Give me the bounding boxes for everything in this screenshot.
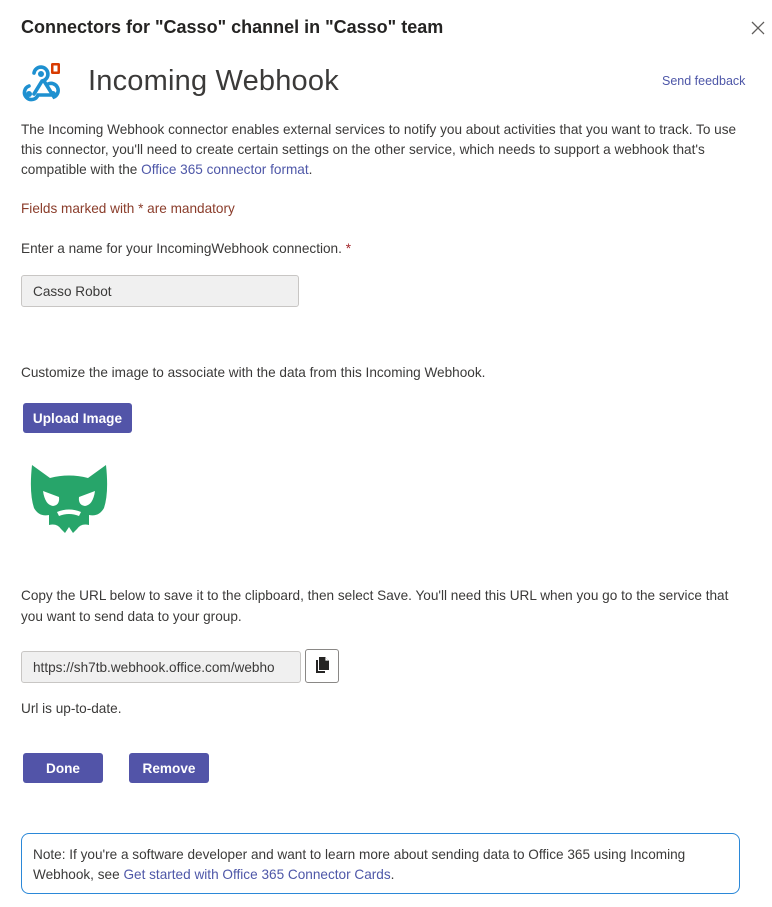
required-marker: * (345, 241, 351, 256)
webhook-url-input[interactable] (21, 651, 301, 683)
mandatory-fields-note: Fields marked with * are mandatory (21, 201, 235, 216)
name-label-text: Enter a name for your IncomingWebhook connection. (21, 241, 342, 256)
description-suffix: . (308, 162, 313, 177)
webhook-icon (20, 62, 62, 104)
close-icon (748, 18, 768, 38)
note-suffix: . (390, 867, 395, 882)
url-section-label: Copy the URL below to save it to the clipboard, then select Save. You'll need this URL when you go to the service that you want to send data to your group. (21, 588, 729, 624)
close-button[interactable] (748, 18, 768, 38)
upload-image-button[interactable]: Upload Image (23, 403, 132, 433)
copy-icon (314, 656, 330, 677)
connector-cards-link[interactable]: Get started with Office 365 Connector Cards (123, 867, 391, 882)
name-field-label (21, 241, 351, 256)
casso-robot-mask-image (29, 463, 109, 537)
office-365-connector-format-link[interactable]: Office 365 connector format (141, 162, 309, 177)
copy-url-button[interactable] (305, 649, 339, 683)
remove-button[interactable]: Remove (129, 753, 209, 783)
dialog-title: Connectors for "Casso" channel in "Casso" team (21, 17, 444, 37)
developer-note (21, 833, 740, 894)
done-button[interactable]: Done (23, 753, 103, 783)
description-text: The Incoming Webhook connector enables external services to notify you about activities that you want to track. To use this connector, you'll need to create certain settings on the other service, which needs to support a webhook that's compatible with the (21, 122, 737, 177)
image-section-label: Customize the image to associate with the data from this Incoming Webhook. (21, 365, 486, 380)
connector-name: Incoming Webhook (88, 65, 339, 97)
url-status-text: Url is up-to-date. (21, 701, 122, 716)
connector-description (21, 120, 746, 180)
connection-name-input[interactable] (21, 275, 299, 307)
note-text: Note: If you're a software developer and want to learn more about sending data to Office 365 using Incoming Webhook, see (33, 847, 686, 882)
send-feedback-link[interactable]: Send feedback (662, 74, 746, 88)
